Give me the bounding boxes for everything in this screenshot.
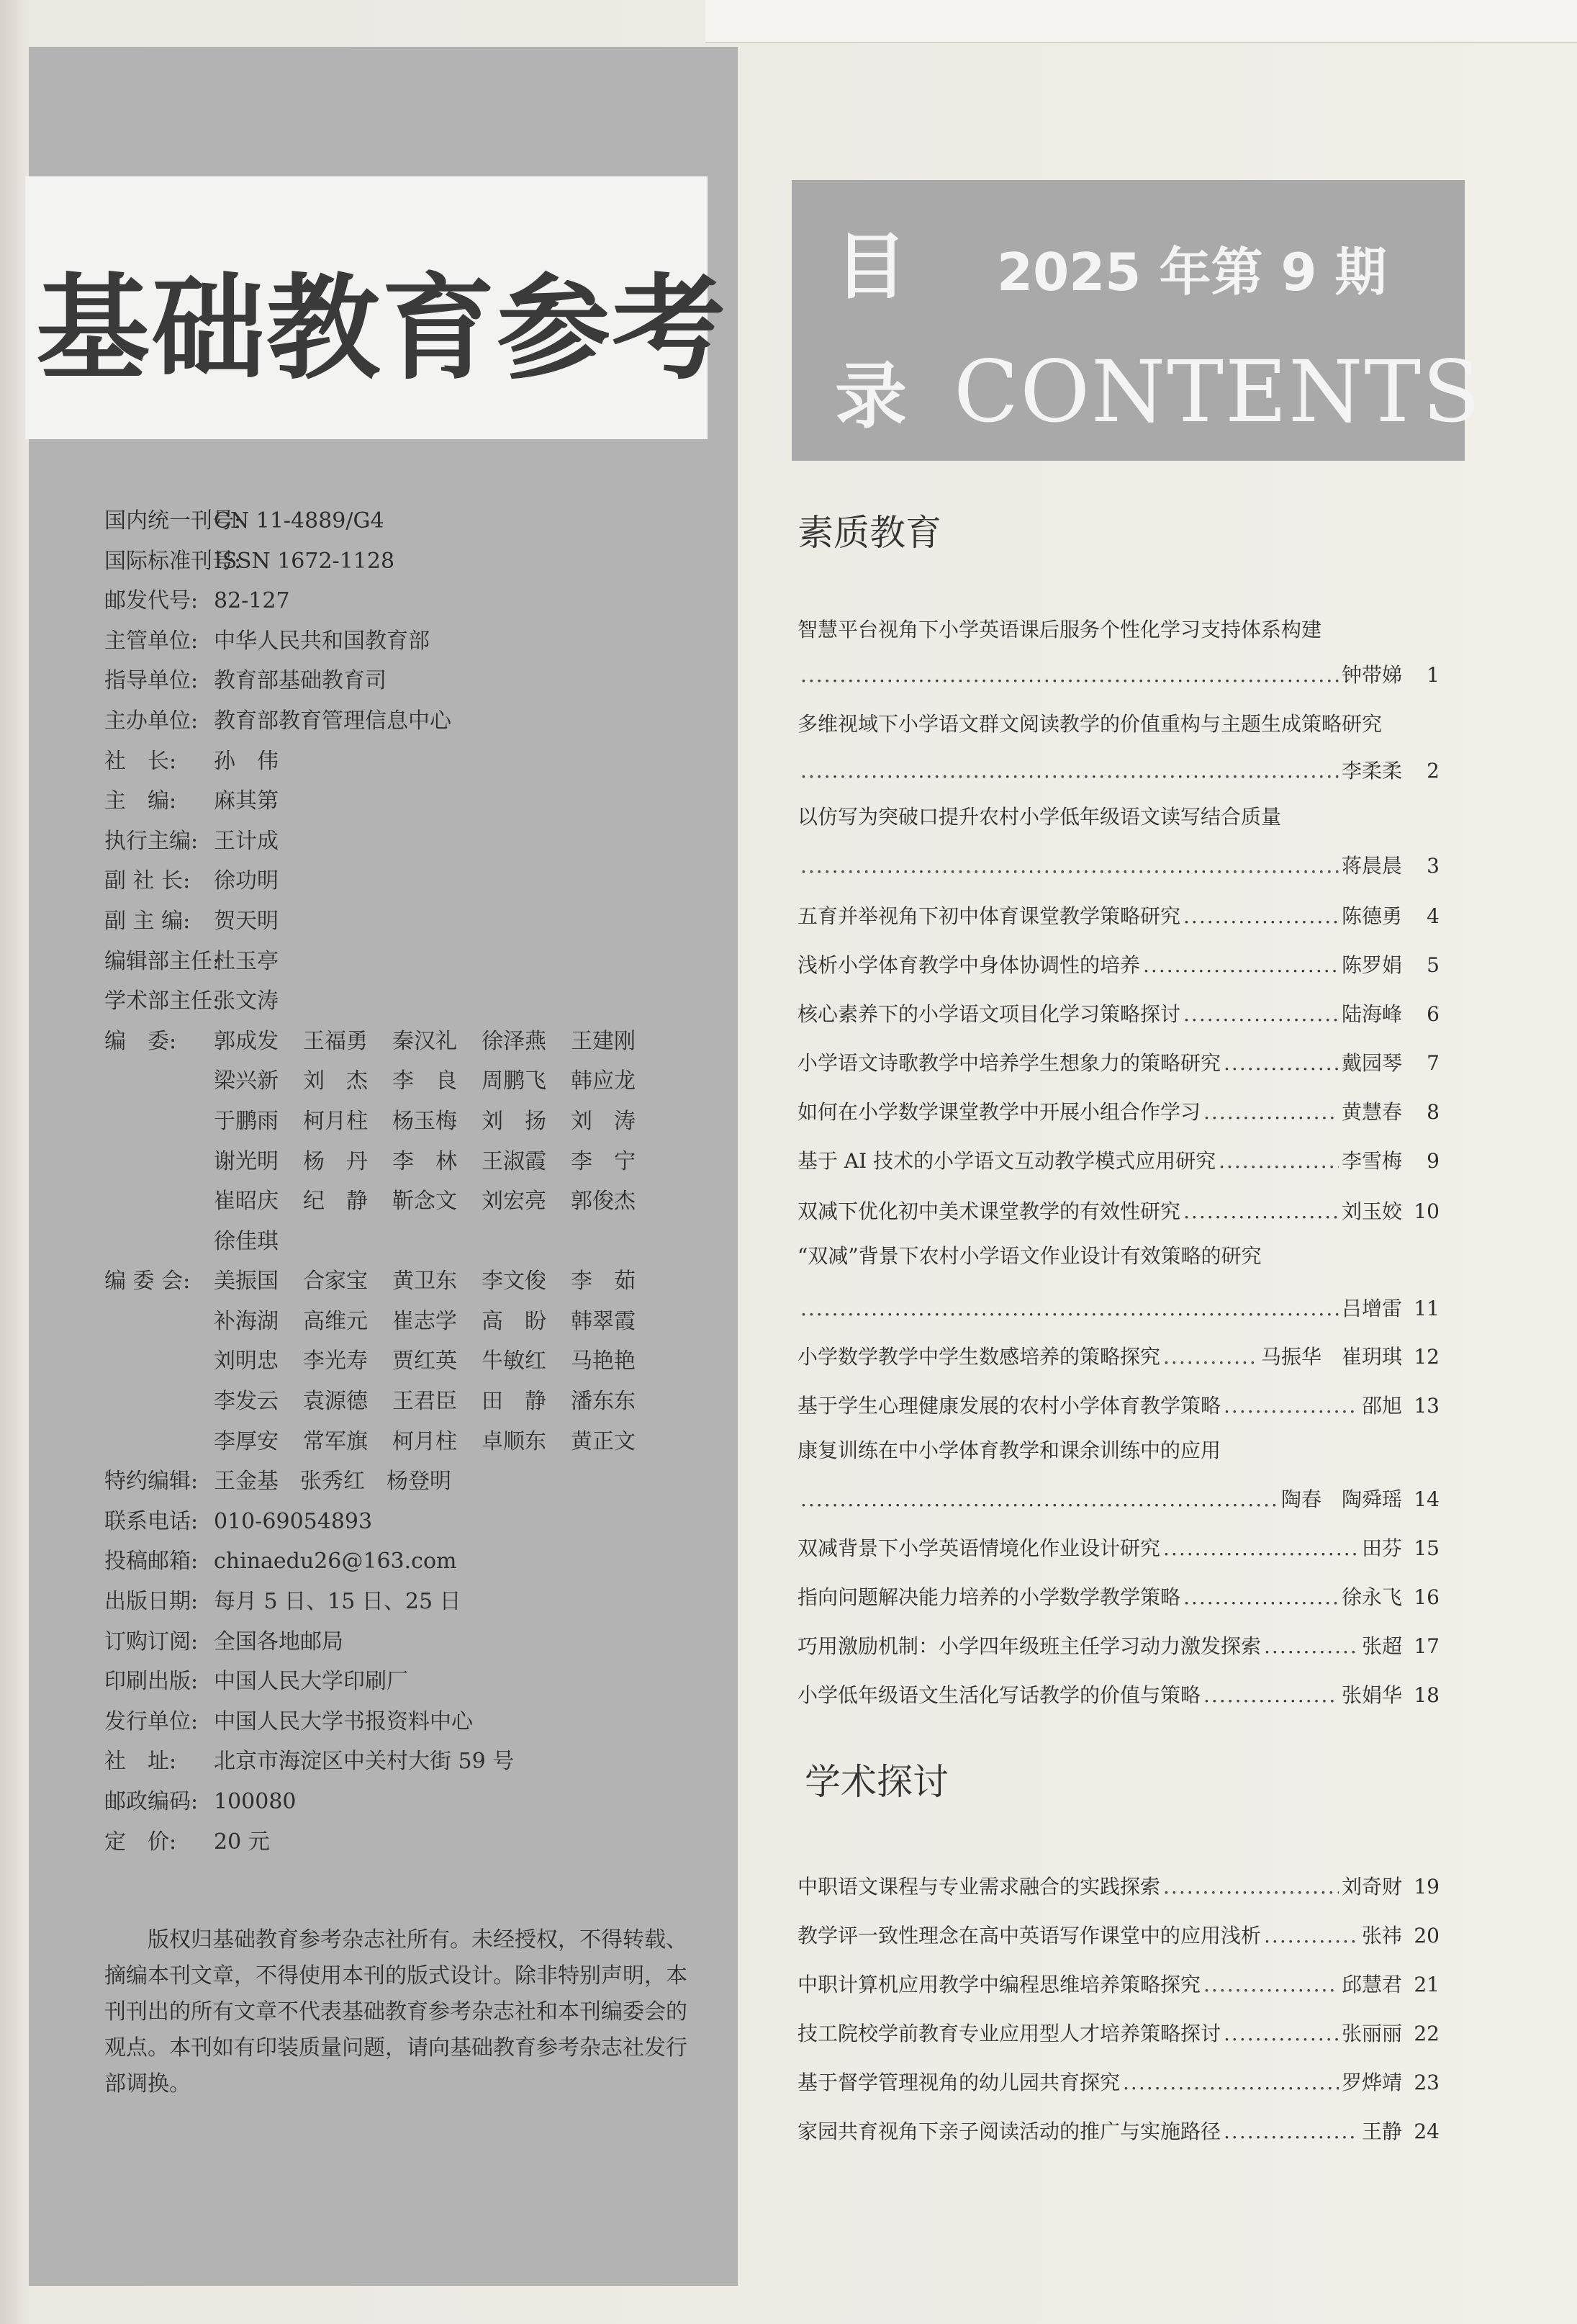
toc-entry-page: 20 — [1414, 1924, 1440, 1947]
info-row — [104, 1705, 709, 1745]
info-value: 张文涛 — [214, 988, 279, 1014]
member-name: 郭俊杰 — [571, 1189, 636, 1215]
toc-entry-title: 基于学生心理健康发展的农村小学体育教学策略 — [797, 1394, 1221, 1418]
member-name: 崔志学 — [392, 1308, 457, 1334]
toc-entry-page: 5 — [1427, 953, 1440, 977]
toc-entry-author: 张娟华 — [1341, 1683, 1402, 1707]
toc-entry-author: 蒋晨晨 — [1341, 854, 1402, 878]
info-value: 100080 — [214, 1789, 297, 1814]
toc-entry-page: 21 — [1414, 1973, 1440, 1996]
member-name: 靳念文 — [392, 1189, 457, 1215]
toc-entry — [797, 1919, 1440, 1953]
committee-row — [104, 1264, 709, 1464]
member-name: 合家宝 — [303, 1269, 368, 1294]
member-name: 王建刚 — [571, 1028, 636, 1054]
info-value: 中国人民大学书报资料中心 — [214, 1708, 473, 1734]
toc-entry-title: 五育并举视角下初中体育课堂教学策略研究 — [797, 904, 1181, 928]
toc-entry — [797, 1968, 1440, 2001]
info-row — [104, 1744, 709, 1785]
names-line — [214, 1184, 660, 1225]
toc-entry-title: 智慧平台视角下小学英语课后服务个性化学习支持体系构建 — [797, 618, 1322, 641]
names-line — [214, 1145, 660, 1185]
info-value: CN 11-4889/G4 — [214, 508, 384, 533]
toc-entry — [797, 2066, 1440, 2099]
member-name: 李 林 — [392, 1148, 457, 1174]
info-value: 每月 5 日、15 日、25 日 — [214, 1589, 461, 1615]
toc-entry — [797, 2017, 1440, 2050]
member-name: 卓顺东 — [482, 1428, 546, 1454]
leader-dots — [1203, 1679, 1339, 1712]
info-label: 投稿邮箱: — [104, 1549, 199, 1575]
member-name: 刘明忠 — [214, 1348, 279, 1374]
leader-dots — [1224, 2017, 1339, 2050]
masthead-info — [104, 504, 709, 1865]
toc-entry-author: 吕增雷 — [1341, 1297, 1402, 1320]
toc-entry-page: 9 — [1427, 1149, 1440, 1173]
contents-word: CONTENTS — [954, 342, 1482, 441]
toc-entry-author: 李柔柔 — [1341, 759, 1402, 783]
leader-dots — [1183, 900, 1339, 933]
copyright-notice: 版权归基础教育参考杂志社所有。未经授权，不得转载、摘编本刊文章，不得使用本刊的版式设计。除非特别声明，本刊刊出的所有文章不代表基础教育参考杂志社和本刊编委会的观点。本刊如有印装质量问题，请向基础教育参考杂志社发行部调换。 — [104, 1927, 687, 2096]
member-name: 杨 丹 — [303, 1148, 368, 1174]
leader-dots — [1224, 1047, 1339, 1080]
toc-entry-page: 8 — [1427, 1100, 1440, 1124]
info-label: 主 编: — [104, 788, 177, 814]
toc-entry-author: 黄慧春 — [1341, 1100, 1402, 1124]
names-line — [214, 1024, 660, 1065]
leader-dots — [1183, 998, 1339, 1031]
toc-entry — [797, 2115, 1440, 2148]
member-name: 李发云 — [214, 1389, 279, 1415]
leader-dots — [800, 1292, 1339, 1325]
member-name: 韩翠霞 — [571, 1308, 636, 1334]
member-name: 李 宁 — [571, 1148, 636, 1174]
info-row — [104, 904, 709, 945]
leader-dots — [800, 755, 1339, 788]
member-name: 常军旗 — [303, 1428, 368, 1454]
toc-entry-page: 1 — [1427, 663, 1440, 687]
committee-members-names — [214, 1024, 660, 1265]
info-row — [104, 784, 709, 824]
toc-entry-author: 田芬 — [1361, 1536, 1402, 1560]
toc-entry-author: 戴园琴 — [1341, 1051, 1402, 1075]
toc-entry-page: 23 — [1414, 2071, 1440, 2094]
leader-dots — [1143, 949, 1339, 982]
info-label: 出版日期: — [104, 1589, 199, 1615]
leader-dots — [1123, 2066, 1339, 2099]
info-value: 徐功明 — [214, 868, 279, 894]
leader-dots — [800, 659, 1339, 692]
toc-entry — [797, 1870, 1440, 1904]
toc-entry-title: 基于督学管理视角的幼儿园共育探究 — [797, 2071, 1121, 2094]
member-name: 黄卫东 — [392, 1269, 457, 1294]
info-row — [104, 1825, 709, 1865]
leader-dots — [1264, 1919, 1359, 1953]
member-name: 李 茹 — [571, 1269, 636, 1294]
toc-entry-author: 刘玉姣 — [1341, 1199, 1402, 1223]
member-name: 柯月柱 — [392, 1428, 457, 1454]
info-label: 执行主编: — [104, 828, 199, 854]
member-name: 黄正文 — [571, 1428, 636, 1454]
leader-dots — [1163, 1870, 1339, 1904]
toc-entry-title: 中职语文课程与专业需求融合的实践探索 — [797, 1875, 1161, 1899]
toc-entry — [797, 1195, 1440, 1228]
toc-entry-page: 2 — [1427, 759, 1440, 783]
toc-entry-page: 10 — [1414, 1199, 1440, 1223]
info-label: 订购订阅: — [104, 1629, 199, 1654]
member-name: 梁兴新 — [214, 1068, 279, 1094]
member-name: 于鹏雨 — [214, 1108, 279, 1134]
info-value: 杜玉亭 — [214, 948, 279, 974]
info-value: 20 元 — [214, 1829, 270, 1855]
info-label: 邮发代号: — [104, 588, 199, 614]
leader-dots — [1203, 1968, 1339, 2001]
leader-dots — [800, 850, 1339, 883]
toc-entry-title: “双减”背景下农村小学语文作业设计有效策略的研究 — [797, 1244, 1262, 1268]
info-value: 麻其第 — [214, 788, 279, 814]
toc-entry — [797, 998, 1440, 1031]
info-label: 编 委 会: — [104, 1269, 191, 1294]
info-label: 编 委: — [104, 1028, 177, 1054]
info-label: 邮政编码: — [104, 1789, 199, 1814]
toc-entry-page: 4 — [1427, 904, 1440, 928]
toc-entry-page: 16 — [1414, 1585, 1440, 1609]
info-value: 010-69054893 — [214, 1508, 373, 1534]
toc-entry-author: 张祎 — [1361, 1924, 1402, 1947]
info-row — [104, 544, 709, 585]
toc-entry-title: 双减背景下小学英语情境化作业设计研究 — [797, 1536, 1161, 1560]
info-value: 教育部教育管理信息中心 — [214, 708, 451, 734]
names-line — [214, 1064, 660, 1104]
leader-dots — [1203, 1096, 1339, 1129]
info-label: 主办单位: — [104, 708, 199, 734]
toc-entry-author: 陈罗娟 — [1341, 953, 1402, 977]
info-row — [104, 744, 709, 785]
toc-entry-page: 15 — [1414, 1536, 1440, 1560]
names-line — [214, 1384, 660, 1425]
toc-entry — [797, 1581, 1440, 1614]
toc-entry-page: 12 — [1414, 1345, 1440, 1369]
info-value: 王金基 张秀红 杨登明 — [214, 1469, 451, 1495]
toc-entry — [797, 1341, 1440, 1374]
info-label: 副 主 编: — [104, 908, 191, 934]
info-label: 社 址: — [104, 1749, 177, 1775]
toc-entry-title: 基于 AI 技术的小学语文互动教学模式应用研究 — [797, 1149, 1216, 1173]
member-name: 王君臣 — [392, 1389, 457, 1415]
toc-entry-author: 刘奇财 — [1341, 1875, 1402, 1899]
info-value: 全国各地邮局 — [214, 1629, 343, 1654]
member-name: 韩应龙 — [571, 1068, 636, 1094]
toc-entry — [797, 949, 1440, 982]
toc-entry — [797, 1630, 1440, 1663]
member-name: 周鹏飞 — [482, 1068, 546, 1094]
toc-entry-page: 6 — [1427, 1002, 1440, 1026]
info-value: 82-127 — [214, 588, 290, 614]
names-line — [214, 1104, 660, 1145]
toc-entry-title: 双减下优化初中美术课堂教学的有效性研究 — [797, 1199, 1181, 1223]
info-label: 国际标准刊号: — [104, 548, 242, 574]
member-name: 潘东东 — [571, 1389, 636, 1415]
toc-entry-author: 邱慧君 — [1341, 1973, 1402, 1996]
info-label: 指导单位: — [104, 668, 199, 694]
toc-entry-title: 技工院校学前教育专业应用型人才培养策略探讨 — [797, 2022, 1221, 2045]
info-row — [104, 664, 709, 704]
toc-entry-page: 11 — [1414, 1297, 1440, 1320]
info-row — [104, 864, 709, 904]
info-label: 发行单位: — [104, 1708, 199, 1734]
info-value: 中国人民大学印刷厂 — [214, 1669, 408, 1695]
toc-entry-author: 邵旭 — [1361, 1394, 1402, 1418]
member-name: 补海湖 — [214, 1308, 279, 1334]
toc-entry-title: 巧用激励机制：小学四年级班主任学习动力激发探索 — [797, 1634, 1262, 1658]
toc-entry — [797, 1483, 1440, 1516]
member-name: 牛敏红 — [482, 1348, 546, 1374]
info-row — [104, 984, 709, 1024]
toc-entry — [797, 1047, 1440, 1080]
info-row — [104, 1785, 709, 1825]
info-value: 孙 伟 — [214, 748, 279, 774]
toc-entry-author: 钟带娣 — [1341, 663, 1402, 687]
toc-entry — [797, 1390, 1440, 1423]
member-name: 王福勇 — [303, 1028, 368, 1054]
info-row — [104, 624, 709, 665]
member-name: 秦汉礼 — [392, 1028, 457, 1054]
toc-entry-page: 17 — [1414, 1634, 1440, 1658]
toc-entry-title: 浅析小学体育教学中身体协调性的培养 — [797, 953, 1141, 977]
toc-entry-author: 王静 — [1361, 2120, 1402, 2143]
underlying-sheet — [705, 0, 1577, 43]
names-line — [214, 1425, 660, 1465]
member-name: 刘宏亮 — [482, 1189, 546, 1215]
member-name: 柯月柱 — [303, 1108, 368, 1134]
member-name: 徐泽燕 — [482, 1028, 546, 1054]
toc-entry-title: 康复训练在中小学体育教学和课余训练中的应用 — [797, 1438, 1221, 1462]
toc-entry-page: 14 — [1414, 1487, 1440, 1511]
toc-entry-page: 7 — [1427, 1051, 1440, 1075]
info-row — [104, 1544, 709, 1585]
info-row — [104, 1665, 709, 1705]
toc-entry-page: 13 — [1414, 1394, 1440, 1418]
leader-dots — [1264, 1630, 1359, 1663]
leader-dots — [1224, 2115, 1359, 2148]
names-line — [214, 1225, 660, 1265]
member-name: 纪 静 — [303, 1189, 368, 1215]
member-name: 崔昭庆 — [214, 1189, 279, 1215]
member-name: 刘 扬 — [482, 1108, 546, 1134]
info-value: 贺天明 — [214, 908, 279, 934]
info-value: 北京市海淀区中关村大街 59 号 — [214, 1749, 515, 1775]
member-name: 美振国 — [214, 1269, 279, 1294]
info-label: 印刷出版: — [104, 1669, 199, 1695]
toc-entry-page: 18 — [1414, 1683, 1440, 1707]
info-row — [104, 1505, 709, 1545]
member-name: 李光寿 — [303, 1348, 368, 1374]
toc-entry — [797, 1145, 1440, 1178]
toc-entry-page: 24 — [1414, 2120, 1440, 2143]
magazine-title: 基础教育参考 — [36, 263, 727, 395]
names-line — [214, 1344, 660, 1384]
toc-entry-title: 指向问题解决能力培养的小学数学教学策略 — [797, 1585, 1181, 1609]
info-label: 国内统一刊号: — [104, 508, 242, 533]
member-name: 刘 杰 — [303, 1068, 368, 1094]
toc-entry-title: 小学数学教学中学生数感培养的策略探究 — [797, 1345, 1161, 1369]
member-name: 袁源德 — [303, 1389, 368, 1415]
info-value: 王计成 — [214, 828, 279, 854]
toc-entry — [797, 1096, 1440, 1129]
info-label: 学术部主任: — [104, 988, 220, 1014]
committee-members-row — [104, 1024, 709, 1265]
toc-entry — [797, 850, 1440, 883]
toc-entry-author: 徐永飞 — [1341, 1585, 1402, 1609]
leader-dots — [1183, 1581, 1339, 1614]
leader-dots — [1224, 1390, 1359, 1423]
toc-entry-title: 以仿写为突破口提升农村小学低年级语文读写结合质量 — [797, 805, 1282, 829]
names-line — [214, 1305, 660, 1345]
member-name: 徐佳琪 — [214, 1228, 279, 1254]
toc-entry-title: 教学评一致性理念在高中英语写作课堂中的应用浅析 — [797, 1924, 1262, 1947]
member-name: 杨玉梅 — [392, 1108, 457, 1134]
info-value: ISSN 1672-1128 — [214, 548, 395, 574]
leader-dots — [1163, 1532, 1359, 1565]
toc-entry-author: 陶春 陶舜瑶 — [1280, 1487, 1402, 1511]
info-label: 编辑部主任: — [104, 948, 220, 974]
member-name: 贾红英 — [392, 1348, 457, 1374]
member-name: 马艳艳 — [571, 1348, 636, 1374]
info-row — [104, 584, 709, 624]
toc-entry-author: 马振华 崔玥琪 — [1260, 1345, 1402, 1369]
leader-dots — [800, 1483, 1278, 1516]
toc-entry-title: 家园共育视角下亲子阅读活动的推广与实施路径 — [797, 2120, 1221, 2143]
info-row — [104, 704, 709, 744]
member-name: 高 盼 — [482, 1308, 546, 1334]
issue-number: 2025 年第 9 期 — [997, 242, 1387, 302]
toc-entry-title: 核心素养下的小学语文项目化学习策略探讨 — [797, 1002, 1181, 1026]
info-label: 社 长: — [104, 748, 177, 774]
member-name: 高维元 — [303, 1308, 368, 1334]
member-name: 李文俊 — [482, 1269, 546, 1294]
toc-entry-page: 19 — [1414, 1875, 1440, 1899]
toc-entry-author: 陈德勇 — [1341, 904, 1402, 928]
member-name: 谢光明 — [214, 1148, 279, 1174]
toc-entry — [797, 659, 1440, 692]
member-name: 郭成发 — [214, 1028, 279, 1054]
info-label: 副 社 长: — [104, 868, 191, 894]
toc-entry — [797, 1532, 1440, 1565]
info-row — [104, 504, 709, 544]
committee-names — [214, 1264, 660, 1464]
toc-entry-title: 小学低年级语文生活化写话教学的价值与策略 — [797, 1683, 1201, 1707]
info-row — [104, 1585, 709, 1625]
toc-entry-author: 张超 — [1361, 1634, 1402, 1658]
toc-entry-title: 小学语文诗歌教学中培养学生想象力的策略研究 — [797, 1051, 1221, 1075]
member-name: 刘 涛 — [571, 1108, 636, 1134]
info-label: 特约编辑: — [104, 1469, 199, 1495]
section-heading-quality-education: 素质教育 — [797, 512, 941, 554]
toc-entry-page: 22 — [1414, 2022, 1440, 2045]
member-name: 李 良 — [392, 1068, 457, 1094]
toc-entry — [797, 1292, 1440, 1325]
info-row — [104, 824, 709, 865]
toc-entry-author: 罗烨靖 — [1341, 2071, 1402, 2094]
info-row — [104, 945, 709, 985]
toc-entry — [797, 1679, 1440, 1712]
info-value: 中华人民共和国教育部 — [214, 628, 430, 654]
toc-entry — [797, 900, 1440, 933]
info-value: chinaedu26@163.com — [214, 1549, 457, 1575]
info-label: 主管单位: — [104, 628, 199, 654]
toc-entry-author: 李雪梅 — [1341, 1149, 1402, 1173]
info-label: 定 价: — [104, 1829, 177, 1855]
member-name: 李厚安 — [214, 1428, 279, 1454]
toc-entry-author: 陆海峰 — [1341, 1002, 1402, 1026]
leader-dots — [1219, 1145, 1339, 1178]
toc-entry-page: 3 — [1427, 854, 1440, 878]
toc-entry-title: 多维视域下小学语文群文阅读教学的价值重构与主题生成策略研究 — [797, 712, 1383, 736]
section-heading-academic-discussion: 学术探讨 — [805, 1761, 949, 1803]
leader-dots — [1183, 1195, 1339, 1228]
toc-entry-title: 如何在小学数学课堂教学中开展小组合作学习 — [797, 1100, 1201, 1124]
toc-entry-author: 张丽丽 — [1341, 2022, 1402, 2045]
info-label: 联系电话: — [104, 1508, 199, 1534]
toc-entry — [797, 755, 1440, 788]
info-row — [104, 1464, 709, 1505]
member-name: 王淑霞 — [482, 1148, 546, 1174]
toc-entry-title: 中职计算机应用教学中编程思维培养策略探究 — [797, 1973, 1201, 1996]
contents-char-mu: 目 — [835, 225, 907, 309]
contents-char-lu: 录 — [835, 354, 907, 438]
leader-dots — [1163, 1341, 1258, 1374]
info-value: 教育部基础教育司 — [214, 668, 387, 694]
member-name: 田 静 — [482, 1389, 546, 1415]
info-row — [104, 1625, 709, 1665]
names-line — [214, 1264, 660, 1305]
